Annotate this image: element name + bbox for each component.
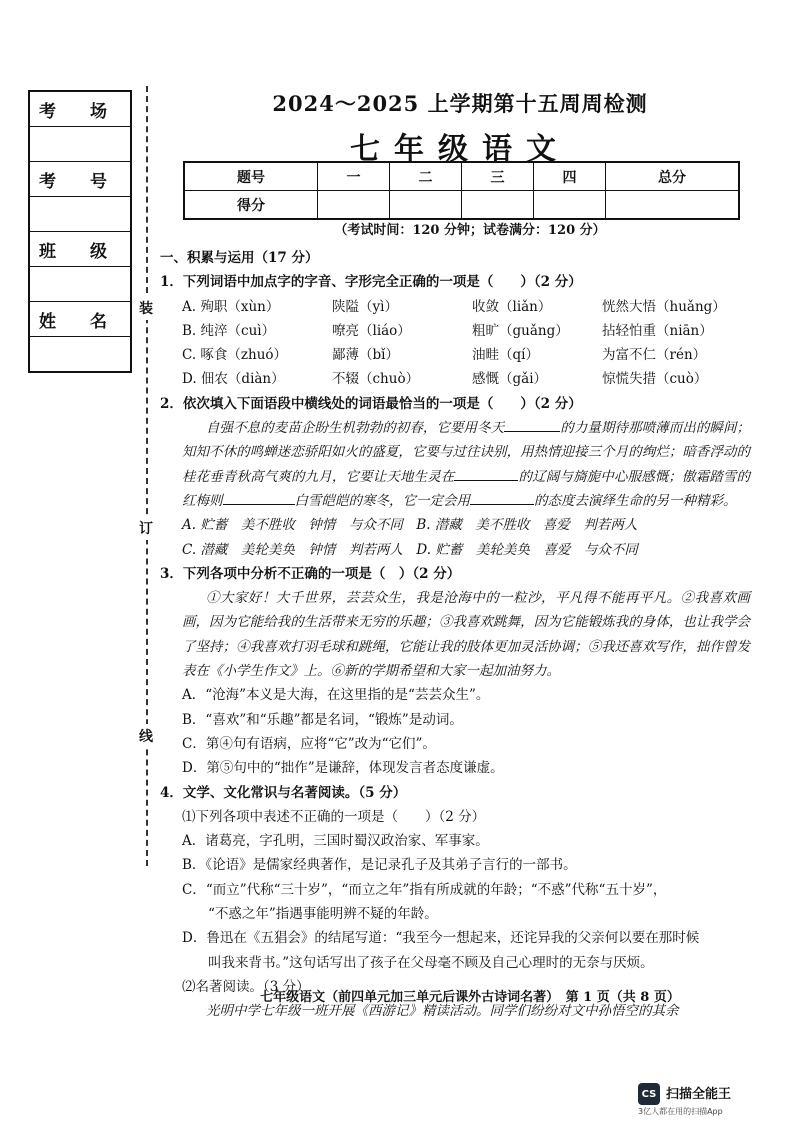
- watermark-tagline: 3亿人都在用的扫描App: [638, 1107, 723, 1116]
- score-cell: [317, 191, 389, 220]
- option-word: 惊慌失措（cuò）: [602, 371, 708, 388]
- binding-line: [146, 86, 148, 866]
- section-title: 一、积累与运用（17 分）: [160, 250, 319, 266]
- answer-blank[interactable]: [470, 492, 534, 505]
- question-4-option-c-cont: “不惑之年”指遇事能明辨不疑的年龄。: [208, 906, 438, 923]
- question-3-stem: 3．下列各项中分析不正确的一项是（ ）（2 分）: [160, 565, 461, 582]
- question-1-option-row: [160, 367, 750, 391]
- question-4-sub2-stem: ⑵名著阅读。（3 分）: [182, 978, 310, 995]
- answer-blank[interactable]: [223, 492, 295, 505]
- camscanner-logo-icon: CS: [638, 1083, 660, 1105]
- score-table: [183, 161, 740, 220]
- class-label: 班 级: [30, 232, 130, 267]
- score-table-header-row: [184, 162, 739, 191]
- score-header-cell: 二: [389, 162, 461, 191]
- question-4-sub1-stem: ⑴下列各项中表述不正确的一项是（ ）（2 分）: [182, 808, 486, 825]
- score-table-score-row: [184, 191, 739, 220]
- score-header-cell: 总分: [606, 162, 739, 191]
- class-field: [30, 267, 130, 302]
- question-1-option-row: [160, 343, 750, 367]
- passage-text: 的态度去演绎生命的另一种精彩。: [534, 492, 737, 509]
- question-3-option-d: D．第⑤句中的“拙作”是谦辞，体现发言者态度谦虚。: [182, 760, 504, 777]
- question-1-option-row: [160, 319, 750, 343]
- question-4-option-a: A．诸葛亮，字孔明，三国时蜀汉政治家、军事家。: [182, 833, 489, 850]
- score-header-cell: 四: [534, 162, 606, 191]
- question-4-option-c: C．“而立”代称“三十岁”，“而立之年”指有所成就的年龄；“不惑”代称“五十岁”，: [182, 881, 667, 898]
- scanner-watermark: [638, 1081, 778, 1115]
- question-4-option-d-cont: 叫我来背书。”这句话写出了孩子在父母毫不顾及自己心理时的无奈与厌烦。: [208, 954, 654, 971]
- exam-title: 2024～2025 上学期第十五周周检测: [272, 91, 648, 116]
- exam-room-field: [30, 127, 130, 162]
- question-3-passage: ①大家好！大千世界，芸芸众生，我是沧海中的一粒沙，平凡得不能再平凡。②我喜欢画画，因为它能给我的生活带来无穷的乐趣；③我喜欢跳舞，因为它能锻炼我的身体，也让我学会了坚持；④我喜欢打羽毛球和跳绳，它能让我的肢体更加灵活协调；⑤我还喜欢写作，拙作曾发表在《小学生作文》上。⑥新的学期希望和大家一起加油努力。: [182, 590, 750, 680]
- question-4-sub2-text: 光明中学七年级一班开展《西游记》精读活动。同学们纷纷对文中孙悟空的其余: [206, 1003, 679, 1020]
- score-header-cell: 一: [317, 162, 389, 191]
- passage-text: 自强不息的麦苗企盼生机勃勃的初春，它要用冬天: [206, 420, 505, 437]
- score-cell: [389, 191, 461, 220]
- option-word: 油畦（qí）: [472, 347, 539, 364]
- subject-title: 七年级语文: [350, 132, 570, 167]
- binding-mark-zhuang: 装: [139, 296, 153, 320]
- binding-mark-ding: 订: [139, 516, 153, 540]
- option-word: 为富不仁（rén）: [602, 347, 707, 364]
- option-word: A. 殉职（xùn）: [182, 298, 280, 315]
- question-2-stem: 2．依次填入下面语段中横线处的词语最恰当的一项是（ ）（2 分）: [160, 395, 582, 412]
- answer-blank[interactable]: [504, 419, 560, 432]
- option-word: D. 佃农（diàn）: [182, 371, 285, 388]
- question-3-option-b: B．“喜欢”和“乐趣”都是名词，“锻炼”是动词。: [182, 711, 463, 728]
- question-content: [160, 246, 750, 1024]
- option-word: 拈轻怕重（niān）: [602, 322, 713, 339]
- option-word: 嘹亮（liáo）: [332, 322, 411, 339]
- score-cell: [606, 191, 739, 220]
- question-2-options-ab: A. 贮蓄 美不胜收 钟情 与众不同 B. 潜藏 美不胜收 喜爱 判若两人: [182, 517, 638, 534]
- exam-room-label: 考 场: [30, 92, 130, 127]
- score-row-label: 得分: [184, 191, 317, 220]
- question-1-option-row: [160, 295, 750, 319]
- score-cell: [534, 191, 606, 220]
- question-1-stem: 1．下列词语中加点字的字音、字形完全正确的一项是（ ）（2 分）: [160, 274, 582, 291]
- option-word: C. 啄食（zhuó）: [182, 347, 288, 364]
- question-2-options-cd: C. 潜藏 美轮美奂 钟情 判若两人 D. 贮蓄 美轮美奂 喜爱 与众不同: [182, 541, 638, 558]
- option-word: 粗旷（guǎng）: [472, 322, 569, 339]
- watermark-app-name: 扫描全能王: [666, 1087, 732, 1102]
- option-word: 恍然大悟（huǎng）: [602, 298, 726, 315]
- score-cell: [461, 191, 533, 220]
- option-word: 陕隘（yì）: [332, 298, 398, 315]
- page-footer: 七年级语文（前四单元加三单元后课外古诗词名著） 第 1 页（共 8 页）: [260, 990, 680, 1005]
- score-header-cell: 三: [461, 162, 533, 191]
- binding-mark-xian: 线: [139, 724, 153, 748]
- option-word: 收敛（liǎn）: [472, 298, 552, 315]
- question-4-option-b: B．《论语》是儒家经典著作，是记录孔子及其弟子言行的一部书。: [182, 857, 577, 874]
- option-word: 不辍（chuò）: [332, 371, 420, 388]
- passage-text: 的力量期待那喷薄而出的瞬间；知知不休的鸣蝉迷恋骄阳如火的盛夏，它要与过往诀别，用热情迎接三个月的绚烂；暗香浮动的桂花垂青秋高气爽的九月，它要让天地生灵在: [182, 420, 751, 485]
- exam-number-label: 考 号: [30, 162, 130, 197]
- score-header-cell: 题号: [184, 162, 317, 191]
- passage-text: 白雪皑皑的寒冬，它一定会用: [294, 492, 470, 509]
- passage-text: 的辽阔与旖旎中心服感慨；傲霜踏雪的红梅则: [182, 468, 751, 509]
- question-3-option-a: A．“沧海”本义是大海，在这里指的是“芸芸众生”。: [182, 687, 490, 704]
- question-4-option-d: D．鲁迅在《五猖会》的结尾写道：“我至今一想起来，还诧异我的父亲何以要在那时候: [182, 930, 700, 947]
- option-word: 感慨（gǎi）: [472, 371, 548, 388]
- exam-info: （考试时间：120 分钟；试卷满分：120 分）: [334, 223, 606, 238]
- answer-blank[interactable]: [454, 468, 518, 481]
- question-2-passage: [160, 416, 750, 513]
- name-field: [30, 337, 130, 371]
- student-info-box: [28, 90, 132, 373]
- question-3-option-c: C．第④句有语病，应将“它”改为“它们”。: [182, 735, 436, 752]
- exam-number-field: [30, 197, 130, 232]
- name-label: 姓 名: [30, 302, 130, 337]
- option-word: B. 纯淬（cuì）: [182, 322, 276, 339]
- option-word: 鄙薄（bǐ）: [332, 347, 399, 364]
- question-4-stem: 4．文学、文化常识与名著阅读。（5 分）: [160, 784, 407, 801]
